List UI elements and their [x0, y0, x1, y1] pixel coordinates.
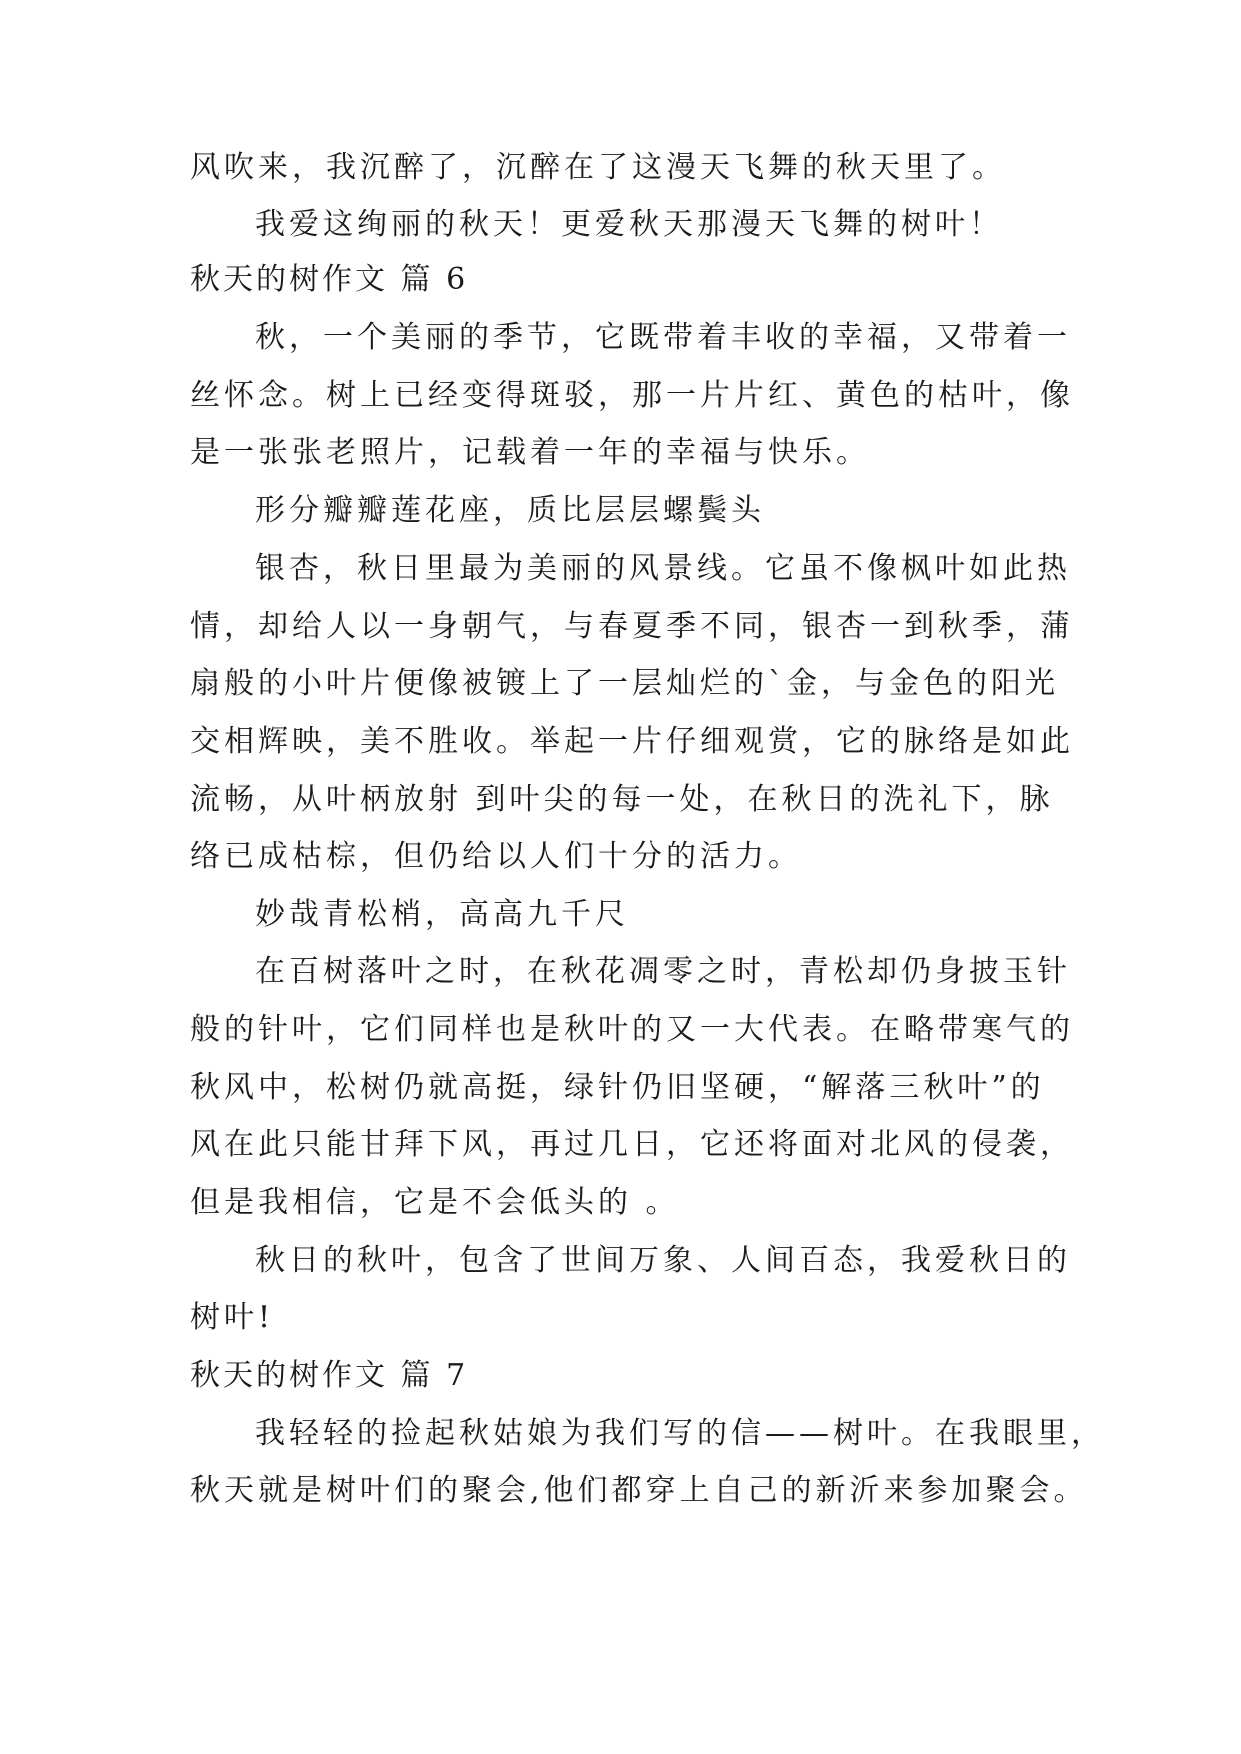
text-line: 丝怀念。树上已经变得斑驳，那一片片红、黄色的枯叶，像: [190, 378, 1074, 413]
section-heading: 秋天的树作文 篇 6: [190, 262, 469, 297]
text-line: 风在此只能甘拜下风，再过几日，它还将面对北风的侵袭，: [190, 1127, 1074, 1162]
text-line: 是一张张老照片，记载着一年的幸福与快乐。: [190, 435, 870, 470]
text-line: 银杏，秋日里最为美丽的风景线。它虽不像枫叶如此热: [255, 551, 1071, 586]
text-line: 妙哉青松梢，高高九千尺: [255, 897, 629, 932]
text-line: 情，却给人以一身朝气，与春夏季不同，银杏一到秋季，蒲: [190, 609, 1074, 644]
text-line: 但是我相信，它是不会低头的 。: [190, 1185, 680, 1220]
text-line: 秋日的秋叶，包含了世间万象、人间百态，我爱秋日的: [255, 1243, 1071, 1278]
text-line: 在百树落叶之时，在秋花凋零之时，青松却仍身披玉针: [255, 954, 1071, 989]
text-line: 我轻轻的捡起秋姑娘为我们写的信——树叶。在我眼里，: [255, 1416, 1105, 1451]
text-line: 扇般的小叶片便像被镀上了一层灿烂的`金，与金色的阳光: [190, 666, 1059, 701]
text-line: 交相辉映，美不胜收。举起一片仔细观赏，它的脉络是如此: [190, 724, 1074, 759]
text-line: 秋天就是树叶们的聚会,他们都穿上自己的新沂来参加聚会。: [190, 1473, 1088, 1508]
section-heading: 秋天的树作文 篇 7: [190, 1358, 469, 1393]
text-line: 秋风中，松树仍就高挺，绿针仍旧坚硬，“解落三秋叶”的: [190, 1070, 1045, 1105]
text-line: 络已成枯棕，但仍给以人们十分的活力。: [190, 839, 802, 874]
text-line: 我爱这绚丽的秋天！更爱秋天那漫天飞舞的树叶！: [255, 207, 1003, 242]
text-line: 形分瓣瓣莲花座，质比层层螺鬓头: [255, 493, 765, 528]
text-line: 树叶!: [190, 1300, 275, 1335]
text-line: 风吹来，我沉醉了，沉醉在了这漫天飞舞的秋天里了。: [190, 150, 1006, 185]
text-line: 般的针叶，它们同样也是秋叶的又一大代表。在略带寒气的: [190, 1012, 1074, 1047]
text-line: 流畅，从叶柄放射 到叶尖的每一处，在秋日的洗礼下，脉: [190, 782, 1054, 817]
text-line: 秋，一个美丽的季节，它既带着丰收的幸福，又带着一: [255, 320, 1071, 355]
